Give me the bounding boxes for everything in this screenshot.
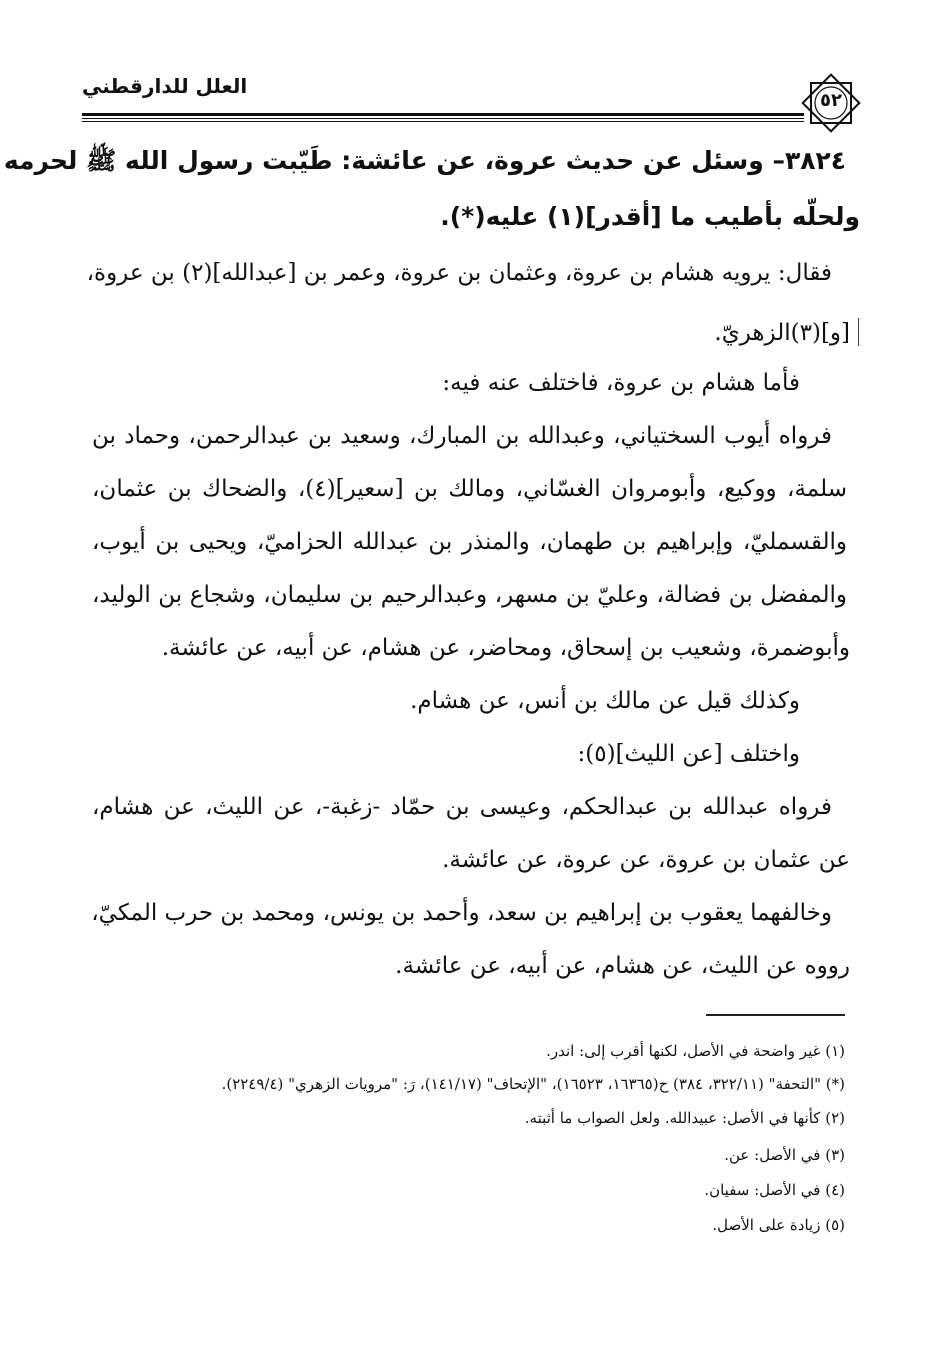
body-line: والمفضل بن فضالة، وعليّ بن مسهر، وعبدالرحيم بن سليمان، وشجاع بن الوليد،	[92, 582, 847, 608]
entry-heading-line-1: ٣٨٢٤– وسئل عن حديث عروة، عن عائشة: طَيّبت رسول الله ﷺ لحرمه	[3, 146, 846, 175]
footnote-2: (٢) كأنها في الأصل: عبيدالله. ولعل الصواب ما أثبته.	[524, 1109, 845, 1127]
header-rule-thin-1	[82, 118, 804, 119]
body-line: [و](٣)الزهريّ.	[714, 320, 850, 346]
body-line: واختلف [عن الليث](٥):	[577, 741, 800, 767]
body-line: عن عثمان بن عروة، عن عروة، عن عائشة.	[442, 847, 850, 873]
margin-mark	[858, 318, 859, 346]
header-rule-thick	[82, 113, 804, 116]
body-line: فرواه أيوب السختياني، وعبدالله بن المبارك، وسعيد بن عبدالرحمن، وحماد بن	[92, 423, 832, 449]
body-line: وأبوضمرة، وشعيب بن إسحاق، ومحاضر، عن هشام، عن أبيه، عن عائشة.	[161, 635, 850, 661]
body-line: فأما هشام بن عروة، فاختلف عنه فيه:	[442, 370, 800, 396]
footnote-separator	[706, 1014, 845, 1016]
body-line: وكذلك قيل عن مالك بن أنس، عن هشام.	[410, 688, 800, 714]
body-line: فرواه عبدالله بن عبدالحكم، وعيسى بن حمّاد -زغبة-، عن الليث، عن هشام،	[92, 794, 832, 820]
footnote-3: (٣) في الأصل: عن.	[724, 1146, 845, 1164]
footnote-star: (*) "التحفة" (٣٢٢/١١، ٣٨٤) ح(١٦٣٦٥، ١٦٥٢٣)، "الإتحاف" (١٤١/١٧)، رَ: "مرويات الزهري" (٢٢٤٩/٤).	[221, 1075, 845, 1093]
page-number-badge	[800, 72, 862, 134]
footnote-1: (١) غير واضحة في الأصل، لكنها أقرب إلى: اندر.	[546, 1042, 845, 1060]
entry-heading-line-2: ولحلّه بأطيب ما [أقدر](١) عليه(*).	[440, 202, 860, 231]
body-line: وخالفهما يعقوب بن إبراهيم بن سعد، وأحمد بن يونس، ومحمد بن حرب المكيّ،	[91, 900, 832, 926]
body-line: فقال: يرويه هشام بن عروة، وعثمان بن عروة، وعمر بن [عبدالله](٢) بن عروة،	[86, 260, 832, 286]
running-header-title: العلل للدارقطني	[82, 74, 248, 98]
header-rule-thin-2	[82, 121, 804, 122]
body-line: سلمة، ووكيع، وأبومروان الغسّاني، ومالك بن [سعير](٤)، والضحاك بن عثمان،	[92, 476, 847, 502]
page-number: ٥٢	[820, 90, 842, 111]
footnote-5: (٥) زيادة على الأصل.	[712, 1216, 845, 1234]
footnote-4: (٤) في الأصل: سفيان.	[704, 1181, 845, 1199]
body-line: والقسمليّ، وإبراهيم بن طهمان، والمنذر بن عبدالله الحزاميّ، ويحيى بن أيوب،	[92, 529, 847, 555]
body-line: رووه عن الليث، عن هشام، عن أبيه، عن عائشة.	[395, 953, 850, 979]
